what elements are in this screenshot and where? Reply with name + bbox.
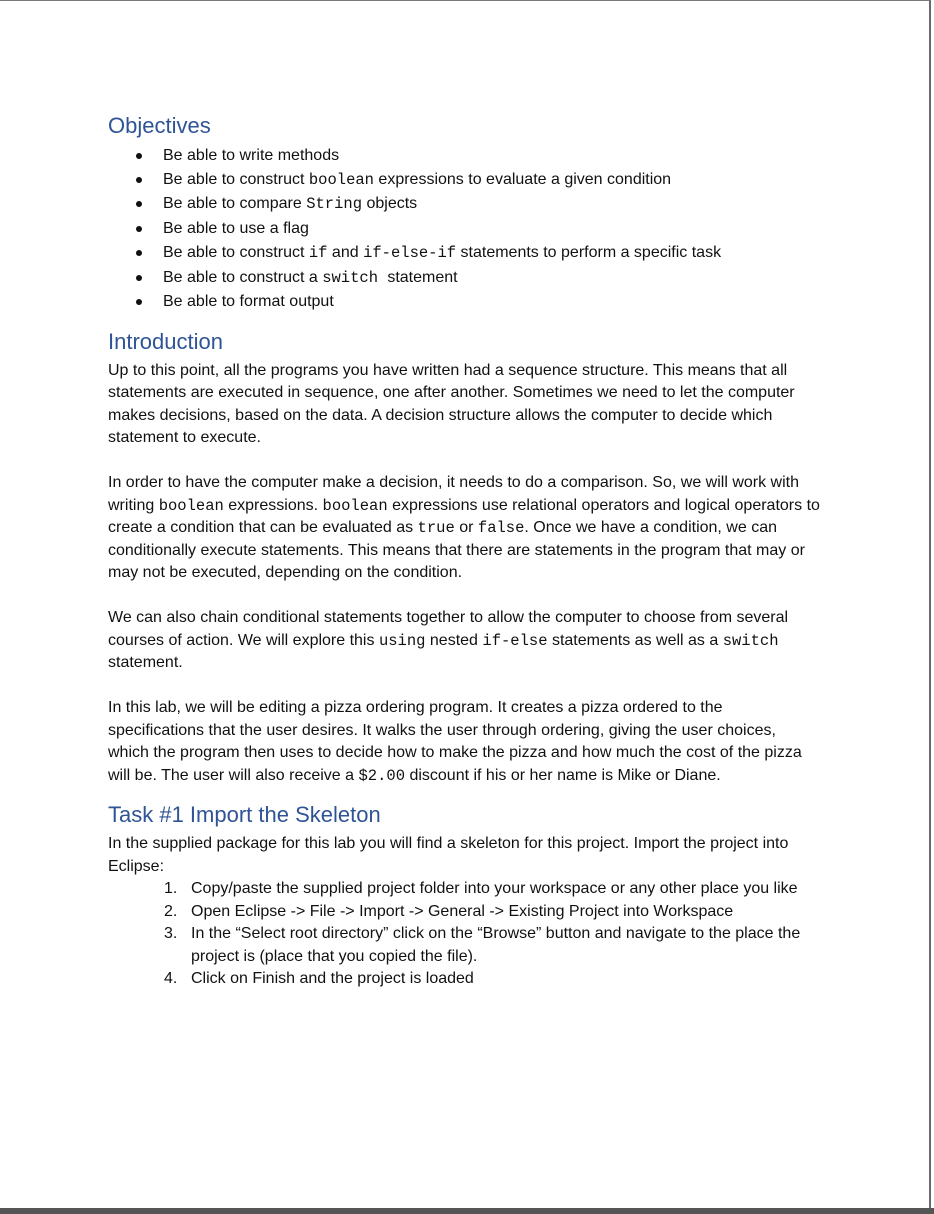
inline-code: false [477,519,525,538]
inline-code: if-else-if [363,243,457,262]
paragraph: In order to have the computer make a decision, it needs to do a comparison. So, we will work with writing boolean expressions. boolean expressions use relational operators and logical operators to create a condition that can be evaluated as true or false. Once we have a condition, we can conditionally execute statements. This means that there are statements in the program that may or may not be executed, depending on the condition. [108,474,820,582]
task1-heading: Task #1 Import the Skeleton [108,802,381,828]
inline-code: boolean [158,496,224,515]
introduction-paragraphs [108,360,820,788]
objective-item: Be able to construct if and if-else-if statements to perform a specific task [136,241,820,266]
step-text: In the “Select root directory” click on the “Browse” button and navigate to the place the project is (place that you copied the file). [191,925,801,965]
step-text: Copy/paste the supplied project folder into your workspace or any other place you like [191,880,798,898]
page-bottom-edge [0,1208,934,1214]
task1-step [164,878,820,901]
objectives-section [108,112,820,314]
step-number: 2. [164,902,178,920]
paragraph: We can also chain conditional statements together to allow the computer to choose from several courses of action. We will explore this using nested if-else statements as well as a switch statement. [108,609,789,672]
inline-code: String [306,195,363,214]
paragraph: Up to this point, all the programs you have written had a sequence structure. This means that all statements are executed in sequence, one after another. Sometimes we need to let the computer makes decisions, based on the data. A decision structure allows the computer to decide which statement to execute. [108,361,795,447]
paragraph: In this lab, we will be editing a pizza ordering program. It creates a pizza ordered to the specifications that the user desires. It walks the user through ordering, giving the user choices, which the program then uses to decide how to make the pizza and how much the cost of the pizza will be. The user will also receive a $2.00 discount if his or her name is Mike or Diane. [108,699,802,785]
task1-steps [108,878,820,991]
objective-item: Be able to construct boolean expressions to evaluate a given condition [136,168,820,193]
inline-code: boolean [322,496,388,515]
introduction-section [108,328,820,788]
inline-code: switch [722,631,779,650]
step-number: 1. [164,880,178,898]
step-text: Click on Finish and the project is loaded [191,970,474,988]
introduction-heading: Introduction [108,328,223,354]
inline-code: switch [322,268,388,287]
objective-item: Be able to construct a switch statement [136,266,820,291]
objectives-heading: Objectives [108,113,211,138]
step-text: Open Eclipse -> File -> Import -> General -> Existing Project into Workspace [191,902,734,920]
objective-item: Be able to compare String objects [136,192,820,217]
task1-section [108,801,820,991]
objective-item: Be able to write methods [136,144,820,168]
task1-intro: In the supplied package for this lab you will find a skeleton for this project. Import the project into Eclipse: [108,835,789,875]
inline-code: boolean [308,170,374,189]
step-number: 4. [164,970,178,988]
step-number: 3. [164,925,178,943]
inline-code: if [308,243,328,262]
inline-code: using [378,631,426,650]
objective-item: Be able to use a flag [136,217,820,241]
task1-step [164,968,820,991]
task1-step [164,923,820,968]
inline-code: $2.00 [358,766,405,785]
inline-code: true [417,519,455,538]
objectives-list [108,144,820,314]
objective-item: Be able to format output [136,290,820,314]
inline-code: if-else [482,631,548,650]
document-body [108,112,820,991]
task1-step [164,901,820,924]
